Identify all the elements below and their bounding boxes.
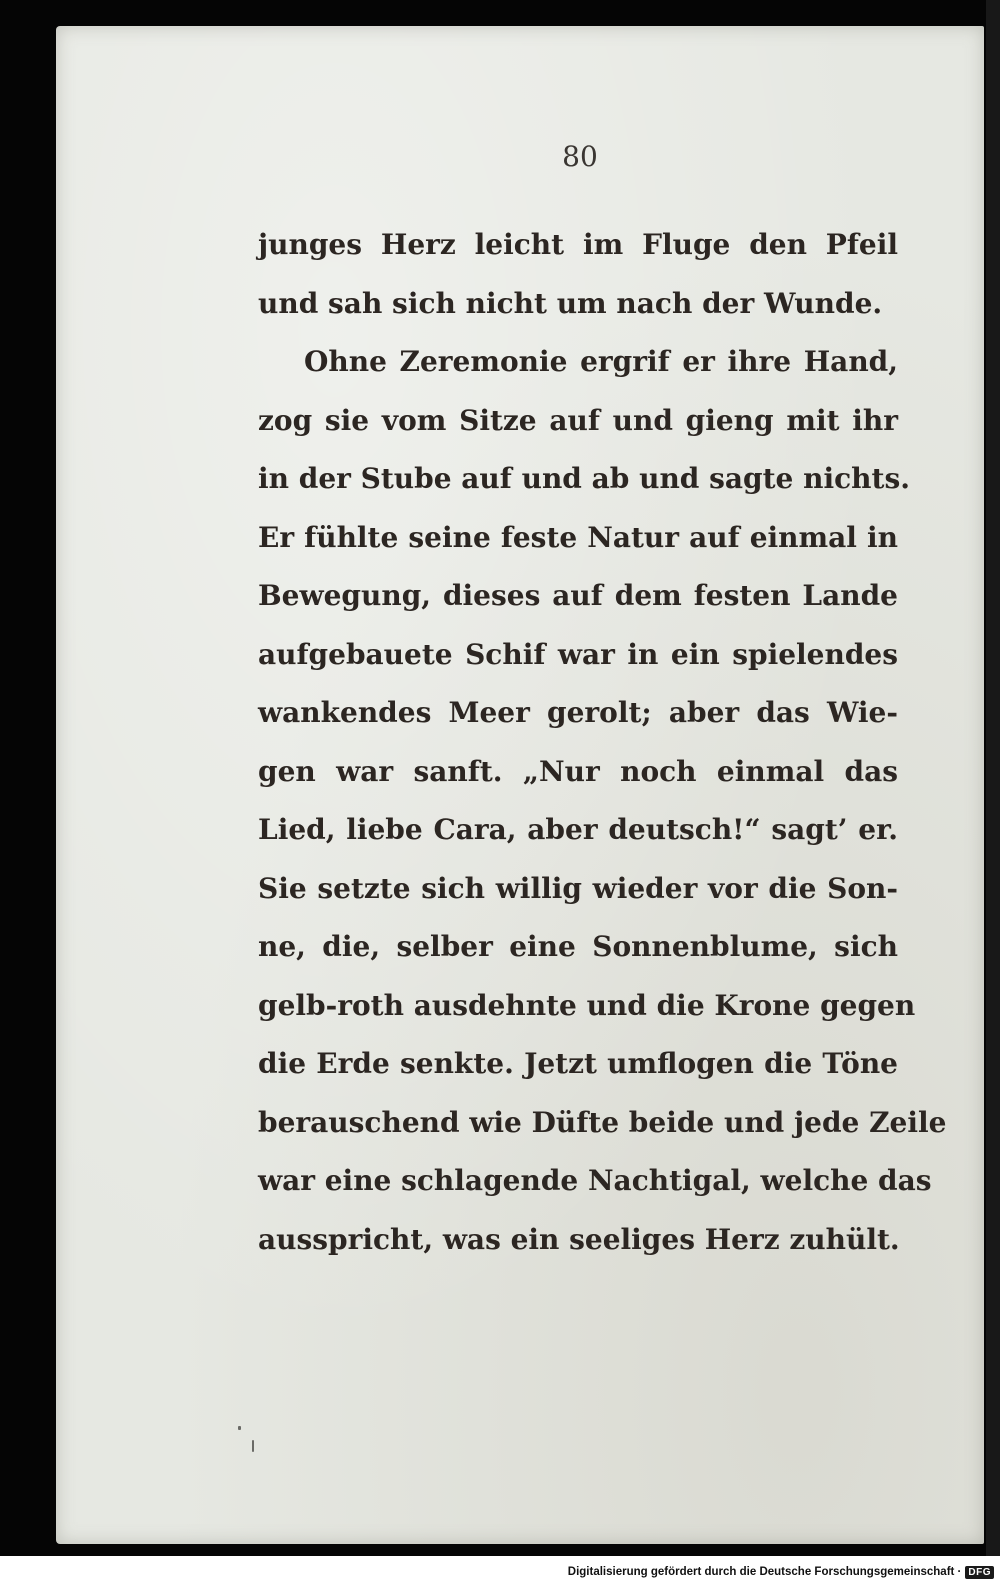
text-line: Sie setzte sich willig wieder vor die Son- bbox=[258, 871, 898, 905]
digitization-credit bbox=[568, 1561, 994, 1583]
text-line: war eine schlagende Nachtigal, welche das bbox=[258, 1164, 932, 1197]
scan-edge bbox=[986, 0, 1000, 1556]
text-line: zog sie vom Sitze auf und gieng mit ihr bbox=[258, 403, 898, 437]
text-line: in der Stube auf und ab und sagte nichts. bbox=[258, 462, 910, 495]
paper-speck bbox=[238, 1426, 241, 1430]
text-line: und sah sich nicht um nach der Wunde. bbox=[258, 286, 883, 320]
text-line: Bewegung, dieses auf dem festen Lande bbox=[258, 579, 898, 612]
text-line: wankendes Meer gerolt; aber das Wie- bbox=[258, 696, 898, 729]
text-line: die Erde senkte. Jetzt umflogen die Töne bbox=[258, 1047, 898, 1080]
text-line: Er fühlte seine feste Natur auf einmal in bbox=[258, 520, 898, 554]
text-line: gen war sanft. „Nur noch einmal das bbox=[258, 754, 898, 788]
text-line: ne, die, selber eine Sonnenblume, sich bbox=[258, 930, 898, 963]
body-text bbox=[258, 216, 947, 1269]
text-line: Ohne Zeremonie ergrif er ihre Hand, bbox=[304, 345, 898, 378]
paper-speck bbox=[252, 1440, 254, 1452]
text-line: berauschend wie Düfte beide und jede Zeile bbox=[258, 1105, 947, 1139]
dfg-logo: DFG bbox=[965, 1566, 994, 1579]
text-line: Lied, liebe Cara, aber deutsch!“ sagt’ er. bbox=[258, 813, 898, 846]
text-line: junges Herz leicht im Fluge den Pfeil bbox=[258, 228, 898, 261]
text-line: aufgebauete Schif war in ein spielendes bbox=[258, 637, 898, 671]
text-line: ausspricht, was ein seeliges Herz zuhült. bbox=[258, 1222, 900, 1256]
credit-text: Digitalisierung gefördert durch die Deutsche Forschungsgemeinschaft · bbox=[567, 1566, 962, 1578]
text-line: gelb-roth ausdehnte und die Krone gegen bbox=[258, 988, 916, 1022]
page-number: 80 bbox=[562, 140, 598, 173]
